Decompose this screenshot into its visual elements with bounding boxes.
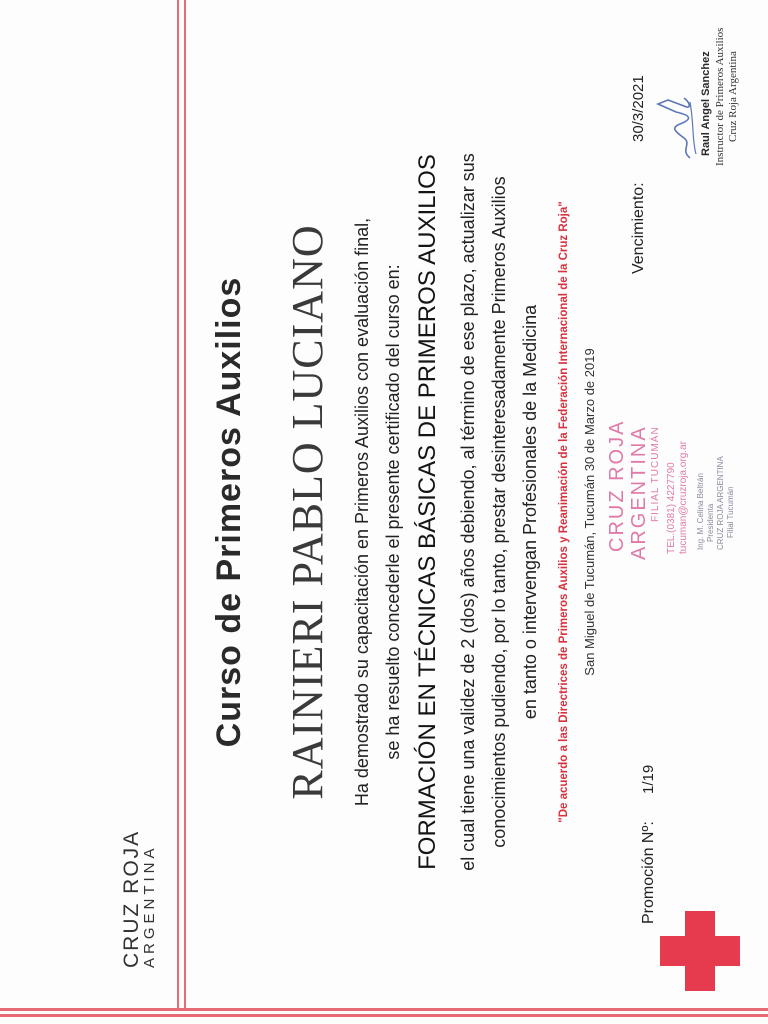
logo-text-argentina: ARGENTINA: [141, 844, 158, 968]
stamp-text: ARGENTINA: [628, 425, 650, 560]
stamp-text: TEL.(0381) 4227790: [666, 462, 677, 554]
signature-icon: [650, 94, 705, 164]
stamp-text: Presidenta: [706, 503, 715, 542]
promotion-label: Promoción Nº:: [640, 821, 657, 924]
course-title: Curso de Primeros Auxilios: [210, 276, 248, 748]
signer-title: Instructor de Primeros Auxilios: [714, 27, 726, 166]
place-date: San Miguel de Tucumán, Tucumán 30 de Marzo de 2019: [582, 348, 597, 676]
stamp-text: CRUZ ROJA ARGENTINA: [716, 456, 725, 550]
signer-name: Raul Angel Sanchez: [700, 51, 712, 156]
motto-text: "De acuerdo a las Directrices de Primeros Auxilios y Reanimación de la Federación Internacional de la Cruz Roja": [558, 201, 570, 823]
body-text-line: el cual tiene una validez de 2 (dos) años debiendo, al término de ese plazo, actualizar sus: [458, 153, 478, 871]
promotion-value: 1/19: [640, 764, 657, 794]
stamp-text: tucuman@cruzroja.org.ar: [678, 441, 689, 554]
stamp-text: CRUZ ROJA: [606, 419, 628, 552]
stamp-text: Ing. M. Celina Beltrán: [696, 473, 705, 550]
student-name: RAINIERI PABLO LUCIANO: [283, 224, 332, 800]
logo-text-cruz-roja: CRUZ ROJA: [120, 829, 143, 968]
body-text-line: en tanto o intervengan Profesionales de la Medicina: [520, 304, 540, 720]
stamp-text: FILIAL TUCUMÁN: [650, 426, 661, 522]
body-text-line: se ha resuelto concederle el presente certificado del curso en:: [383, 264, 403, 760]
stamp-text: Filial Tucumán: [726, 486, 735, 538]
red-cross-logo-icon: [655, 906, 745, 996]
body-text-line: conocimientos pudiendo, por lo tanto, prestar desinteresadamente Primeros Auxilios: [489, 176, 509, 848]
filial-stamp: [600, 404, 740, 564]
expiry-value: 30/3/2021: [630, 75, 647, 142]
course-name: FORMACIÓN EN TÉCNICAS BÁSICAS DE PRIMEROS AUXILIOS: [414, 154, 441, 870]
body-text-line: Ha demostrado su capacitación en Primeros Auxilios con evaluación final,: [352, 217, 372, 807]
signer-org: Cruz Roja Argentina: [727, 51, 739, 142]
expiry-label: Vencimiento:: [630, 182, 647, 274]
